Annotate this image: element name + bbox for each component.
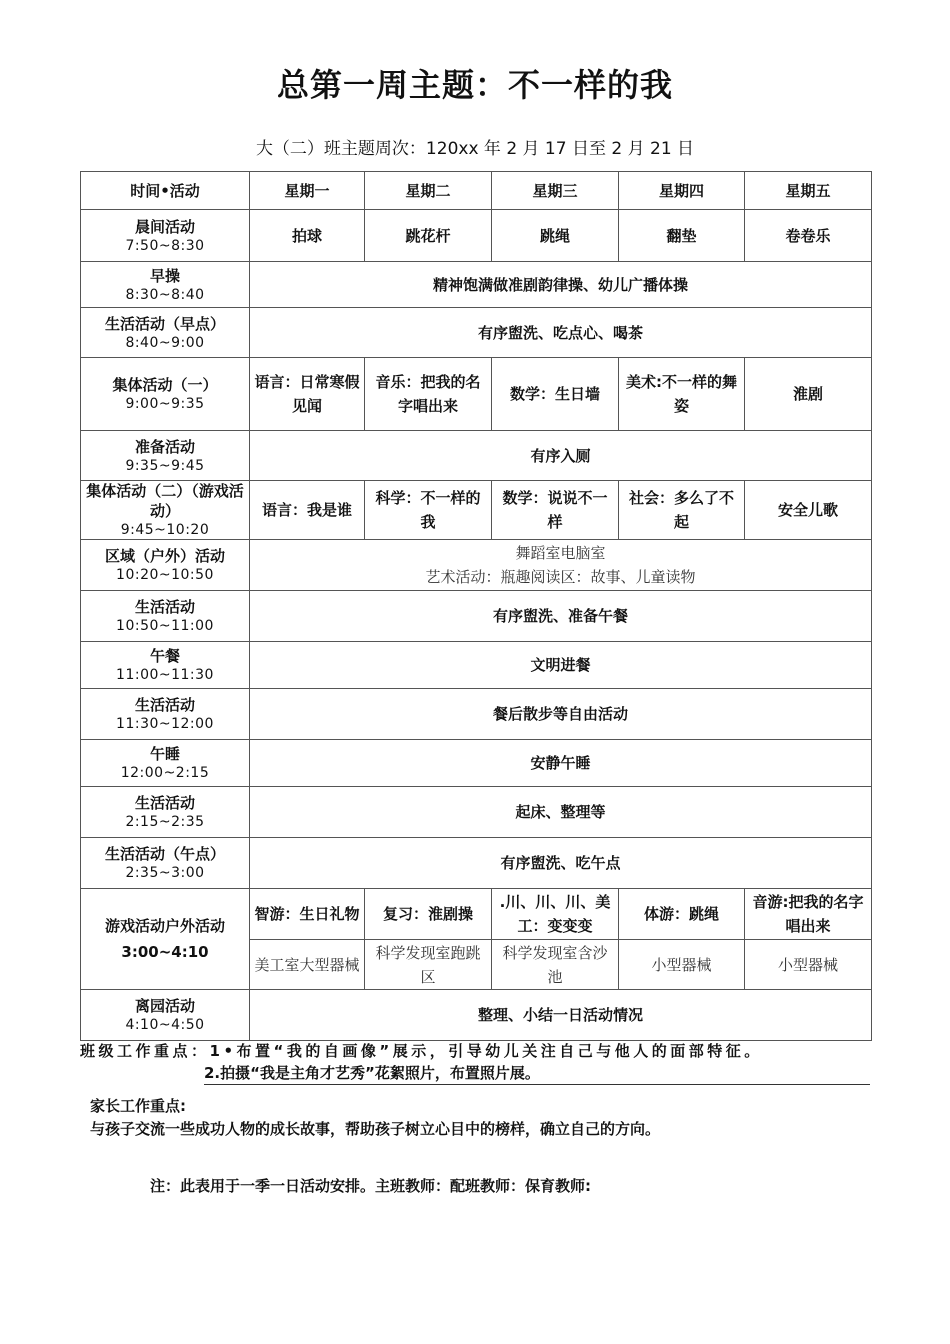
header-time-activity: 时间•活动 <box>81 172 250 210</box>
header-friday: 星期五 <box>745 172 872 210</box>
table-row <box>81 431 872 481</box>
table-row <box>81 740 872 787</box>
row-label-cell <box>81 591 250 642</box>
row-time: 2:15~2:35 <box>125 814 205 830</box>
row-time: 11:00~11:30 <box>116 667 214 683</box>
table-row <box>81 889 872 940</box>
row-label: 早操 <box>149 266 180 285</box>
row-label-cell <box>81 990 250 1041</box>
table-row <box>81 787 872 838</box>
table-row <box>81 642 872 689</box>
activity-cell: 跳绳 <box>492 210 619 262</box>
area-line-2: 艺术活动：瓶趣阅读区：故事、儿童读物 <box>425 568 696 586</box>
row-time: 11:30~12:00 <box>116 716 214 732</box>
activity-cell: 淮剧 <box>745 358 872 431</box>
activity-cell: 有序盥洗、吃点心、喝茶 <box>250 308 872 358</box>
activity-cell: 起床、整理等 <box>250 787 872 838</box>
activity-cell <box>250 540 872 591</box>
table-row <box>81 481 872 540</box>
activity-cell: 科学发现室含沙池 <box>492 940 619 990</box>
activity-cell: 有序盥洗、吃午点 <box>250 838 872 889</box>
activity-cell: 美术:不一样的舞姿 <box>619 358 745 431</box>
parent-work-text: 与孩子交流一些成功人物的成长故事，帮助孩子树立心目中的榜样，确立自己的方向。 <box>90 1120 661 1138</box>
row-label: 离园活动 <box>134 997 195 1015</box>
row-label: 午睡 <box>149 745 180 763</box>
table-row <box>81 540 872 591</box>
activity-cell: 拍球 <box>250 210 365 262</box>
table-row <box>81 210 872 262</box>
table-row <box>81 838 872 889</box>
class-work-focus-2: 2.拍摄“我是主角才艺秀”花絮照片，布置照片展。 <box>204 1062 870 1085</box>
row-time: 7:50~8:30 <box>125 237 205 254</box>
table-row <box>81 689 872 740</box>
row-time: 4:10~4:50 <box>125 1017 205 1033</box>
page-title: 总第一周主题：不一样的我 <box>276 66 673 104</box>
row-time: 10:50~11:00 <box>116 618 214 634</box>
row-label-cell <box>81 540 250 591</box>
row-label: 准备活动 <box>134 437 195 456</box>
row-label-cell <box>81 689 250 740</box>
row-time: 9:35~9:45 <box>125 457 205 474</box>
row-label-cell <box>81 358 250 431</box>
row-label-cell <box>81 787 250 838</box>
row-time: 9:45~10:20 <box>120 522 210 538</box>
activity-cell: 音乐：把我的名字唱出来 <box>365 358 492 431</box>
row-label-cell: 游戏活动户外活动 3:00~4:10 <box>81 889 250 990</box>
row-time: 8:30~8:40 <box>125 286 205 303</box>
parent-work-heading: 家长工作重点: <box>90 1097 186 1115</box>
activity-cell: 安全儿歌 <box>745 481 872 540</box>
activity-cell: 复习：淮剧操 <box>365 889 492 940</box>
row-label: 集体活动（一） <box>112 376 218 394</box>
table-header-row <box>81 172 872 210</box>
activity-cell: 卷卷乐 <box>745 210 872 262</box>
table-row <box>81 990 872 1041</box>
header-thursday: 星期四 <box>619 172 745 210</box>
activity-cell: 小型器械 <box>745 940 872 990</box>
row-label-cell <box>81 642 250 689</box>
row-time: 10:20~10:50 <box>116 567 214 583</box>
row-time: 12:00~2:15 <box>120 765 210 781</box>
row-label: 晨间活动 <box>134 217 195 236</box>
table-row <box>81 262 872 308</box>
header-wednesday: 星期三 <box>492 172 619 210</box>
row-label-cell <box>81 210 250 262</box>
table-row <box>81 308 872 358</box>
activity-cell: 餐后散步等自由活动 <box>250 689 872 740</box>
row-label: 午餐 <box>149 647 180 665</box>
row-label-cell <box>81 481 250 540</box>
row-label: 区域（户外）活动 <box>104 547 225 565</box>
activity-cell: 智游：生日礼物 <box>250 889 365 940</box>
row-label-cell <box>81 740 250 787</box>
activity-cell: 数学：生日墙 <box>492 358 619 431</box>
header-monday: 星期一 <box>250 172 365 210</box>
activity-cell: 音游:把我的名字唱出来 <box>745 889 872 940</box>
table-row <box>81 591 872 642</box>
row-label: 生活活动（早点） <box>104 314 225 333</box>
row-label: 集体活动（二）（游戏活动） <box>86 482 244 520</box>
activity-cell: 科学：不一样的我 <box>365 481 492 540</box>
schedule-table <box>80 171 872 1041</box>
table-row <box>81 358 872 431</box>
row-time: 9:00~9:35 <box>125 396 205 412</box>
activity-cell: 体游：跳绳 <box>619 889 745 940</box>
activity-cell: .川、川、川、美工：变变变 <box>492 889 619 940</box>
activity-cell: 有序盥洗、准备午餐 <box>250 591 872 642</box>
activity-cell: 科学发现室跑跳区 <box>365 940 492 990</box>
footer-note: 注：此表用于一季一日活动安排。主班教师：配班教师：保育教师: <box>150 1177 592 1195</box>
row-label-cell <box>81 262 250 308</box>
activity-cell: 有序入厕 <box>250 431 872 481</box>
row-label: 生活活动 <box>134 794 195 812</box>
row-label-cell <box>81 838 250 889</box>
activity-cell: 文明进餐 <box>250 642 872 689</box>
activity-cell: 语言：日常寒假见闻 <box>250 358 365 431</box>
page-subtitle: 大（二）班主题周次：120xx 年 2 月 17 日至 2 月 21 日 <box>255 139 695 159</box>
activity-cell: 语言：我是谁 <box>250 481 365 540</box>
header-tuesday: 星期二 <box>365 172 492 210</box>
row-time: 8:40~9:00 <box>125 334 205 351</box>
activity-cell: 美工室大型器械 <box>250 940 365 990</box>
row-label: 生活活动 <box>134 696 195 714</box>
row-label-cell <box>81 431 250 481</box>
row-time: 2:35~3:00 <box>125 865 205 881</box>
row-label: 生活活动（午点） <box>104 845 225 863</box>
activity-cell: 翻垫 <box>619 210 745 262</box>
activity-cell: 精神饱满做准剧韵律操、幼儿广播体操 <box>250 262 872 308</box>
activity-cell: 安静午睡 <box>250 740 872 787</box>
row-label: 生活活动 <box>134 598 195 616</box>
activity-cell: 数学：说说不一样 <box>492 481 619 540</box>
row-label-cell <box>81 308 250 358</box>
activity-cell: 小型器械 <box>619 940 745 990</box>
area-line-1: 舞蹈室电脑室 <box>515 544 606 562</box>
class-work-focus: 班级工作重点：1•布置“我的自画像”展示，引导幼儿关注自己与他人的面部特征。 <box>80 1042 763 1060</box>
activity-cell: 社会：多么了不起 <box>619 481 745 540</box>
activity-cell: 跳花杆 <box>365 210 492 262</box>
activity-cell: 整理、小结一日活动情况 <box>250 990 872 1041</box>
